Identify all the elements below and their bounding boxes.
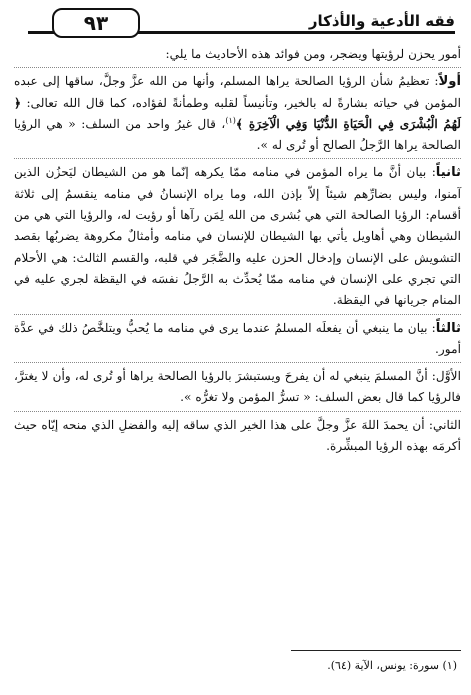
footnote-reference: (١) (225, 115, 236, 125)
second-point-text: : بيان أنَّ ما يراه المؤمن في منامه ممّا يكرهه إنّما هو من الشيطان ليَحزُن الذين آمنوا، وليس بضارِّهم شيئاً إلاّ بإذن الله، وما يراه الإنسانُ في منامه ينقسمُ إلى ثلاثة أقسام: الرؤيا الصالحة التي هي بُشرى من الله لِمَن رآها أو رؤيت له، والرؤيا التي هي من الشيطان وهي أهاويل يأتي بها الشيطان للإنسان في منامه وأمثالٌ مكروهة يضربُها بقصد التشويش على الإنسان وإدخال الحزن عليه والضَّجَر في قلبه، والقسم الثالث: هي الأحلام التي تجري على الإنسان في منامه ممّا يُحدِّث به الرَّجلُ نفسَه في اليقظة لجري عليه في المنام جريانها في اليقظة. (14, 165, 461, 308)
first-point-text-continued: ، قال غيرُ واحد من السلف: « هي الرؤيا الصالحة يراها الرَّجلُ الصالح أو تُرى له ». (14, 116, 461, 153)
page-header (14, 0, 461, 44)
section-divider (14, 411, 461, 412)
first-point-text: : تعظيمُ شأن الرؤيا الصالحة يراها المسلم، وأنها من الله عزَّ وجلَّ، ساقها إلى عبده المؤمن في حياته بشارةً له بالخير، وتأنيساً لقلبه وطمأنةً لفؤاده، كما قال الله تعالى: (14, 74, 461, 110)
third-point-text: : بيان ما ينبغي أن يفعلَه المسلمُ عندما يرى في منامه ما يُحبُّ ويتلخَّصُ ذلك في عدَّة أمور. (14, 320, 461, 356)
section-divider (14, 314, 461, 315)
running-title: فقه الأدعية والأذكار (308, 12, 455, 30)
intro-paragraph: أمور يحزن لرؤيتها ويضجر، ومن فوائد هذه الأحاديث ما يلي: (165, 47, 461, 61)
section-divider (14, 158, 461, 159)
third-point-label: ثالثاً (435, 320, 461, 336)
second-point-paragraph (14, 162, 461, 311)
footnote-rule (291, 650, 461, 651)
section-divider (14, 362, 461, 363)
page-body (14, 44, 461, 457)
quran-verse: ﴿ لَهُمُ الْبُشْرَى فِي الْحَيَاةِ الدُّنْيَا وَفِي الْآخِرَةِ ﴾ (14, 95, 461, 131)
footnote: (١) سورة: يونس، الآية (٦٤). (327, 659, 457, 672)
page-number: ٩٣ (52, 8, 140, 38)
second-point-label: ثانياً (435, 165, 461, 181)
sub-point-first: الأوَّل: أنَّ المسلمَ ينبغي له أن يفرحَ ويستبشرَ بالرؤيا الصالحة يراها أو تُرى له، وأن لا يغترَّ، فالرؤيا كما قال بعض السلف: « تسرُّ المؤمن ولا تغرُّه ». (14, 369, 461, 405)
first-point-label: أولاً (438, 74, 461, 90)
sub-point-second: الثاني: أن يحمدَ اللهَ عزَّ وجلَّ على هذا الخير الذي ساقه إليه والفضلِ الذي منحه إيّاه حيث أكرمَه بهذه الرؤيا المبشِّرة. (14, 417, 461, 454)
third-point-paragraph (14, 318, 461, 361)
first-point-paragraph (14, 71, 461, 156)
section-divider (14, 67, 461, 68)
